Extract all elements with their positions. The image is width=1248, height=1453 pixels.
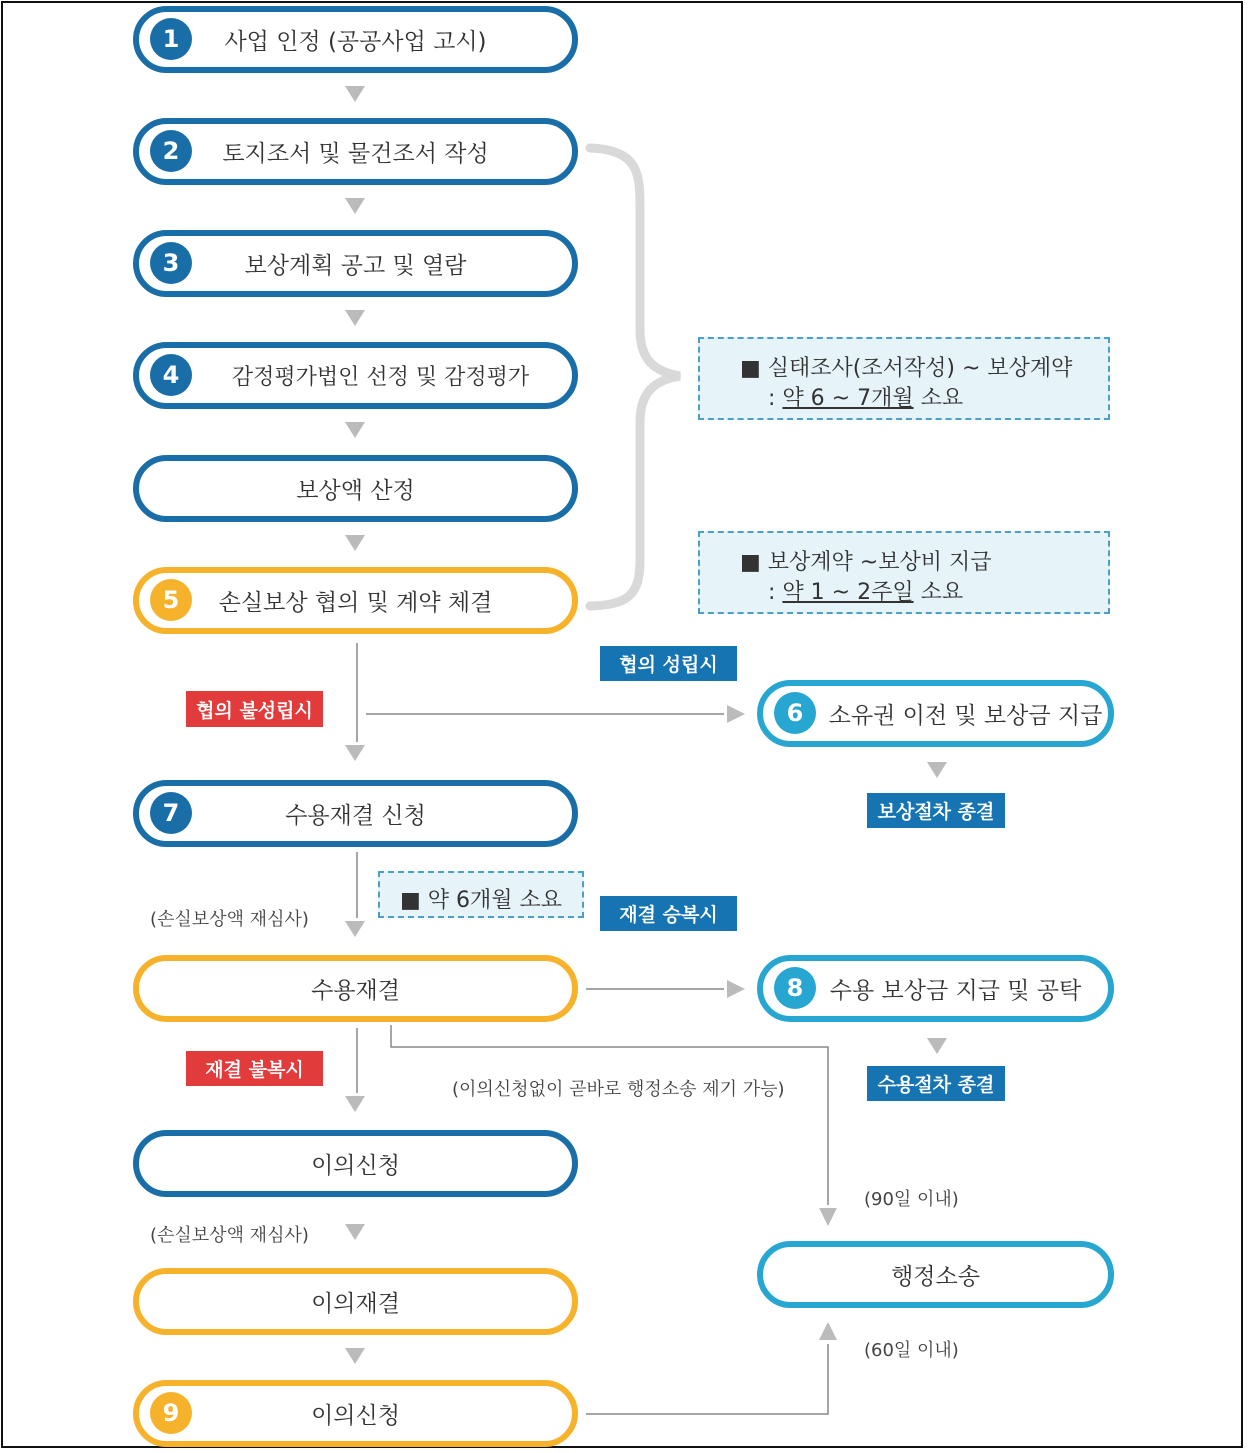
step-8-number-badge: 8 xyxy=(774,967,816,1009)
brace xyxy=(590,148,680,606)
step-1-business-approval xyxy=(133,6,578,73)
step-9-number-badge: 9 xyxy=(150,1392,192,1434)
step-3-number-badge: 3 xyxy=(150,242,192,284)
down-arrow-6 xyxy=(345,745,365,761)
tag-decision-rejected: 재결 불복시 xyxy=(186,1051,323,1086)
step-7-expropriation-application xyxy=(133,780,578,847)
step-4-appraisal xyxy=(133,342,578,409)
step-9-objection-filing xyxy=(133,1380,578,1447)
step-5-label: 손실보상 협의 및 계약 체결 xyxy=(218,590,493,616)
note-within-60-days: (60일 이내) xyxy=(864,1340,959,1361)
compensation-calculation xyxy=(133,455,578,522)
survey-duration-line1: ■ 실태조사(조서작성) ~ 보상계약 xyxy=(740,356,1073,381)
payment-duration-line1: ■ 보상계약 ~보상비 지급 xyxy=(740,550,992,575)
tag-agreement-reached: 협의 성립시 xyxy=(600,646,737,681)
down-arrow-2 xyxy=(345,198,365,214)
down-arrow-8 xyxy=(345,1096,365,1112)
payment-duration-line2 xyxy=(768,575,963,606)
objection-filing-label: 이의신청 xyxy=(311,1153,400,1179)
note-compensation-review-2: (손실보상액 재심사) xyxy=(150,1225,309,1246)
step-1-number-badge: 1 xyxy=(150,18,192,60)
right-arrow-6 xyxy=(727,705,745,723)
step-3-compensation-plan xyxy=(133,230,578,297)
tag-expropriation-procedure-end: 수용절차 종결 xyxy=(867,1066,1005,1101)
down-arrow-10 xyxy=(345,1348,365,1364)
tag-decision-accepted: 재결 승복시 xyxy=(600,896,737,931)
survey-to-contract-duration-box xyxy=(698,337,1110,420)
note-compensation-review-1: (손실보상액 재심사) xyxy=(150,909,309,930)
step-2-label: 토지조서 및 물건조서 작성 xyxy=(222,141,489,167)
down-arrow-4 xyxy=(345,422,365,438)
objection-decision xyxy=(133,1268,578,1335)
tag-compensation-procedure-end: 보상절차 종결 xyxy=(867,793,1005,828)
note-direct-lawsuit: (이의신청없이 곧바로 행정소송 제기 가능) xyxy=(452,1079,785,1100)
down-arrow-9 xyxy=(345,1224,365,1240)
step-2-number-badge: 2 xyxy=(150,130,192,172)
compensation-calculation-label: 보상액 산정 xyxy=(296,478,415,504)
objection-decision-label: 이의재결 xyxy=(311,1291,400,1317)
step-5-number-badge: 5 xyxy=(150,579,192,621)
payment-duration-suffix: 소요 xyxy=(913,580,964,605)
down-arrow-6b xyxy=(927,762,947,778)
step-1-label: 사업 인정 (공공사업 고시) xyxy=(224,29,487,55)
tag-agreement-failed: 협의 불성립시 xyxy=(186,691,323,727)
administrative-lawsuit-label: 행정소송 xyxy=(891,1264,980,1290)
down-arrow-1 xyxy=(345,86,365,102)
step-7-number-badge: 7 xyxy=(150,792,192,834)
survey-duration-value: 약 6 ~ 7개월 xyxy=(782,386,914,411)
step-3-label: 보상계획 공고 및 열람 xyxy=(244,253,467,279)
expropriation-decision xyxy=(133,955,578,1022)
down-arrow-lawsuit xyxy=(819,1208,837,1226)
down-arrow-5 xyxy=(345,535,365,551)
note-within-90-days: (90일 이내) xyxy=(864,1189,959,1210)
survey-duration-suffix: 소요 xyxy=(913,386,964,411)
survey-duration-prefix: : xyxy=(768,386,783,411)
expropriation-decision-label: 수용재결 xyxy=(311,978,400,1004)
payment-duration-prefix: : xyxy=(768,580,783,605)
six-months-duration-box xyxy=(378,871,584,918)
survey-duration-line2 xyxy=(768,381,963,412)
up-arrow-lawsuit xyxy=(819,1322,837,1340)
down-arrow-7 xyxy=(345,921,365,937)
administrative-lawsuit xyxy=(757,1241,1114,1308)
step-4-number-badge: 4 xyxy=(150,354,192,396)
down-arrow-8b xyxy=(927,1038,947,1054)
step-6-label: 소유권 이전 및 보상금 지급 xyxy=(828,703,1103,729)
six-months-text: ■ 약 6개월 소요 xyxy=(400,888,563,913)
step-8-label: 수용 보상금 지급 및 공탁 xyxy=(829,978,1082,1004)
step-4-label: 감정평가법인 선정 및 감정평가 xyxy=(231,365,530,390)
step-9-label: 이의신청 xyxy=(311,1403,400,1429)
down-arrow-3 xyxy=(345,310,365,326)
step-2-survey-preparation xyxy=(133,118,578,185)
contract-to-payment-duration-box xyxy=(698,531,1110,614)
step-5-negotiation-contract xyxy=(133,567,578,634)
objection-filing xyxy=(133,1130,578,1197)
payment-duration-value: 약 1 ~ 2주일 xyxy=(782,580,914,605)
right-arrow-8 xyxy=(727,980,745,998)
step-6-number-badge: 6 xyxy=(774,692,816,734)
step-7-label: 수용재결 신청 xyxy=(285,803,426,829)
